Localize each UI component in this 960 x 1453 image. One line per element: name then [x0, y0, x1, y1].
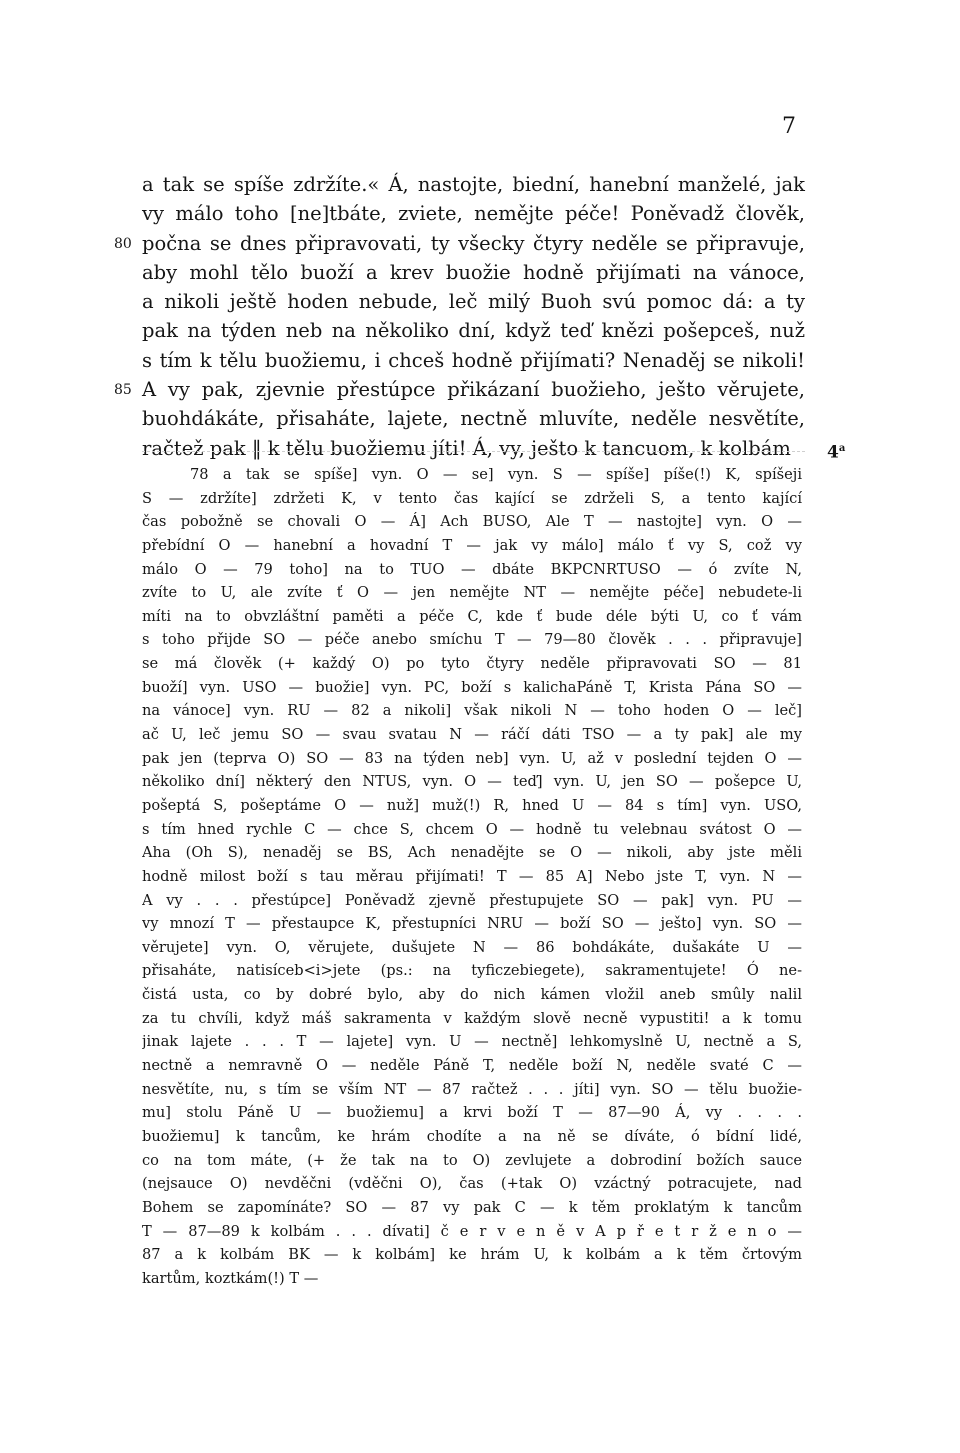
apparatus-line: nesvětíte, nu, s tím se vším NT — 87 račtež . . . jíti] vyn. SO — tělu buožie- — [142, 1080, 802, 1098]
apparatus-line: věrujete] vyn. O, věrujete, dušujete N — 86 bohdákáte, dušakáte U — — [142, 938, 802, 956]
apparatus-line: jinak lajete . . . T — lajete] vyn. U — nectně] lehkomyslně U, nectně a S, — [142, 1033, 802, 1051]
line-number: 85 — [114, 382, 132, 399]
apparatus-line: s toho přijde SO — péče anebo smíchu T — 79—80 člověk . . . připravuje] — [142, 631, 802, 649]
apparatus-line: T — 87—89 k kolbám . . . dívati] č e r v e n ě v A p ř e t r ž e n o — — [142, 1222, 802, 1240]
apparatus-line: ač U, leč jemu SO — svau svatau N — ráčí dáti TSO — a ty pak] ale my — [142, 726, 802, 744]
marginal-folio-note — [827, 434, 845, 468]
critical-apparatus — [142, 463, 802, 1290]
apparatus-line: buoží] vyn. USO — buožie] vyn. PC, boží s kalichaPáně T, Krista Pána SO — — [142, 678, 802, 696]
apparatus-line: 78 a tak se spíše] vyn. O — se] vyn. S — spíše] píše(!) K, spíšeji — [190, 466, 802, 483]
apparatus-line: na vánoce] vyn. RU — 82 a nikoli] však nikoli N — toho hoden O — leč] — [142, 702, 802, 720]
apparatus-line: míti na to obvzláštní paměti a péče C, kde ť bude déle býti U, co ť vám — [142, 607, 802, 625]
line-text: a nikoli ještě hoden nebude, leč milý Buoh svú pomoc dá: a ty — [142, 290, 805, 314]
apparatus-line: Aha (Oh S), nenaděj se BS, Ach nenadějte se O — nikoli, aby jste měli — [142, 844, 802, 862]
text-line — [0, 170, 960, 199]
main-text — [0, 170, 960, 463]
line-number: 80 — [114, 235, 132, 252]
text-line — [0, 287, 960, 316]
apparatus-line: kartům, koztkám(!) T — — [142, 1269, 319, 1287]
apparatus-line: několiko dní] některý den NTUS, vyn. O — teď] vyn. U, jen SO — pošepce U, — [142, 773, 802, 791]
text-line — [0, 375, 960, 404]
line-text: s tím k tělu buožiemu, i chceš hodně přijímati? Nenaděj se nikoli! — [142, 348, 805, 372]
text-line — [0, 316, 960, 345]
text-line — [0, 258, 960, 287]
apparatus-line: hodně milost boží s tau měrau přijímati! T — 85 A] Nebo jste T, vyn. N — — [142, 867, 802, 885]
apparatus-line: nectně a nemravně O — neděle Páně T, neděle boží N, neděle svaté C — — [142, 1057, 802, 1075]
apparatus-line: mu] stolu Páně U — buožiemu] a krvi boží T — 87—90 Á, vy . . . . — [142, 1104, 802, 1122]
apparatus-line: se má člověk (+ každý O) po tyto čtyry neděle připravovati SO — 81 — [142, 655, 802, 673]
line-text: buohdákáte, přisaháte, lajete, nectně mluvíte, neděle nesvětíte, — [142, 407, 805, 431]
apparatus-line: 87 a k kolbám BK — k kolbám] ke hrám U, k kolbám a k těm črtovým — [142, 1246, 802, 1264]
apparatus-line: za tu chvíli, když máš sakramenta v každým slově necně vypustiti! a k tomu — [142, 1009, 802, 1027]
line-text: aby mohl tělo buoží a krev buožie hodně přijímati na vánoce, — [142, 260, 805, 284]
marginal-folio-number: 4 — [827, 442, 839, 463]
line-text: vy málo toho [ne]tbáte, zviete, nemějte péče! Poněvadž člověk, — [142, 202, 805, 226]
apparatus-line: s tím hned rychle C — chce S, chcem O — hodně tu velebnau svátost O — — [142, 820, 802, 838]
line-text: a tak se spíše zdržíte.« Á, nastojte, biední, hanební manželé, jak — [142, 173, 805, 196]
line-text: počna se dnes připravovati, ty všecky čtyry neděle se připravuje, — [142, 231, 805, 255]
apparatus-line: pošeptá S, pošeptáme O — nuž] muž(!) R, hned U — 84 s tím] vyn. USO, — [142, 796, 802, 814]
apparatus-line: zvíte to U, ale zvíte ť O — jen nemějte NT — nemějte péče] nebudete-li — [142, 584, 802, 602]
apparatus-line: vy mnozí T — přestaupce K, přestupníci NRU — boží SO — ješto] vyn. SO — — [142, 915, 802, 933]
page-number: 7 — [782, 114, 796, 139]
apparatus-line: málo O — 79 toho] na to TUO — dbáte BKPCNRTUSO — ó zvíte N, — [142, 560, 802, 578]
apparatus-line: pak jen (teprva O) SO — 83 na týden neb] vyn. U, až v poslední tejden O — — [142, 749, 802, 767]
apparatus-line: přisaháte, natisíceb<i>jete (ps.: na tyficzebiegete), sakramentujete! Ó ne- — [142, 962, 802, 980]
apparatus-line: čas pobožně se chovali O — Á] Ach BUSO, Ale T — nastojte] vyn. O — — [142, 513, 802, 531]
apparatus-line: S — zdržíte] zdržeti K, v tento čas kající se zdrželi S, a tento kající — [142, 489, 802, 507]
line-text: račtež pak ‖ k tělu buožiemu jíti! Á, vy, ješto k tancuom, k kolbám — [142, 436, 791, 460]
apparatus-line: přebídní O — hanební a hovadní T — jak vy málo] málo ť vy S, což vy — [142, 536, 802, 554]
line-text: pak na týden neb na několiko dní, když teď knězi pošepceš, nuž — [142, 319, 805, 343]
text-line — [0, 346, 960, 375]
text-line — [0, 199, 960, 228]
apparatus-line: buožiemu] k tancům, ke hrám chodíte a na ně se díváte, ó bídní lidé, — [142, 1127, 802, 1145]
apparatus-line: čistá usta, co by dobré bylo, aby do nich kámen vložil aneb smûly nalil — [142, 986, 802, 1004]
text-line — [0, 404, 960, 433]
line-text: A vy pak, zjevnie přestúpce přikázaní buožieho, ješto věrujete, — [142, 378, 805, 402]
apparatus-line: A vy . . . přestúpce] Poněvadž zjevně přestupujete SO — pak] vyn. PU — — [142, 891, 802, 909]
apparatus-line: (nejsauce O) nevděčni (vděčni O), čas (+tak O) vzáctný potracujete, nad — [142, 1175, 802, 1193]
marginal-folio-side: a — [838, 442, 846, 454]
apparatus-line: co na tom máte, (+ že tak na to O) zevlujete a dobrodiní božích sauce — [142, 1151, 802, 1169]
text-line — [0, 434, 960, 463]
footnote-separator — [142, 451, 805, 452]
apparatus-line: Bohem se zapomínáte? SO — 87 vy pak C — k těm proklatým k tancům — [142, 1198, 802, 1216]
text-line — [0, 229, 960, 258]
